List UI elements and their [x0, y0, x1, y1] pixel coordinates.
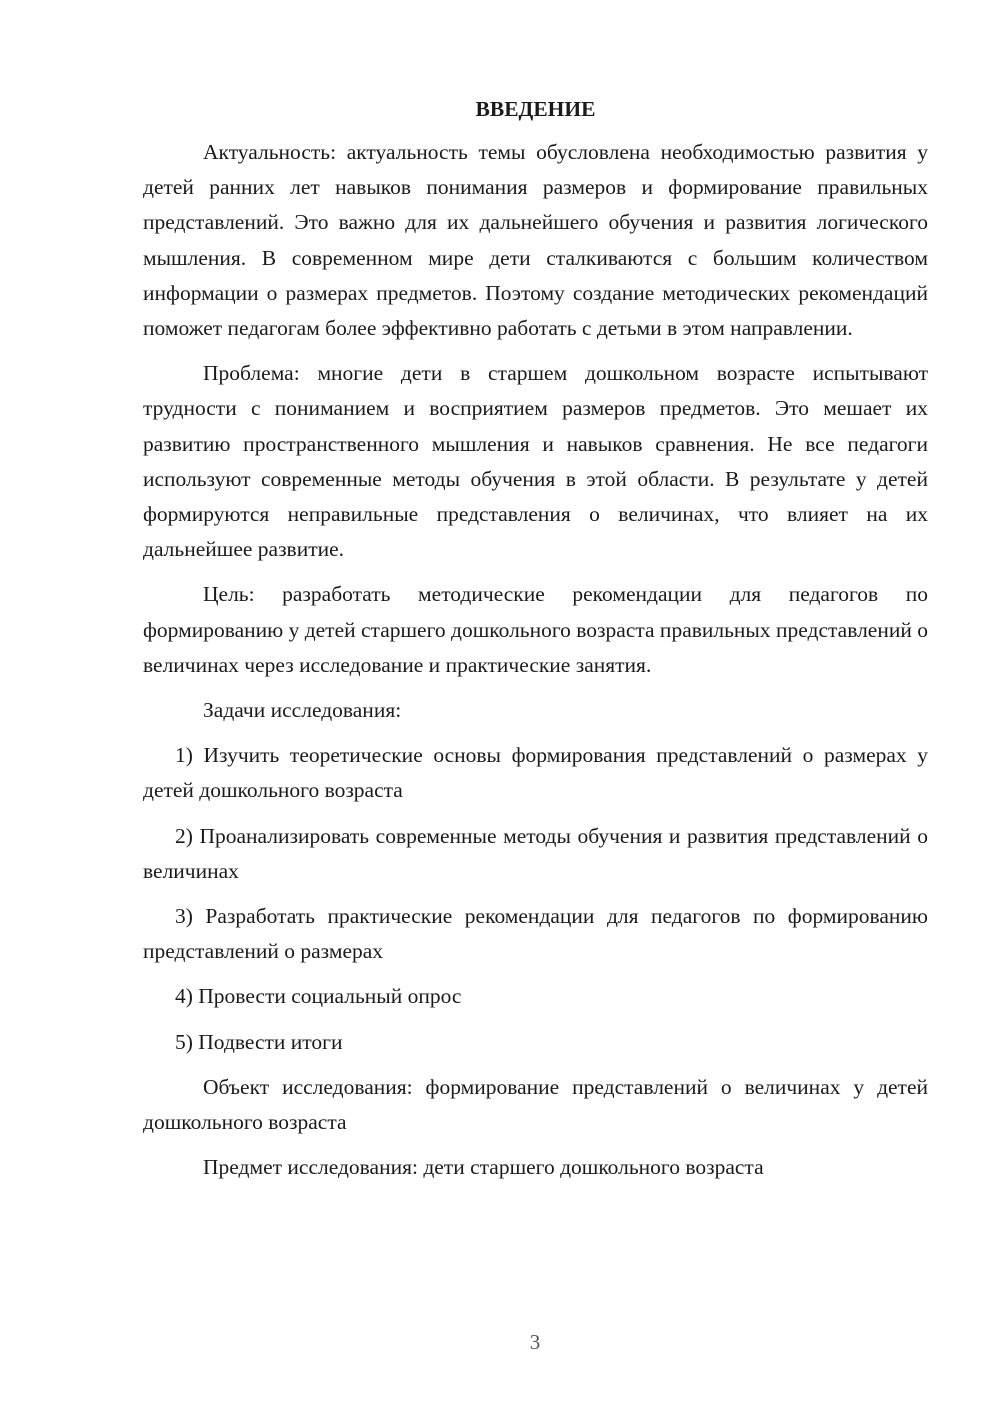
page-number: 3 — [529, 1330, 541, 1354]
task-item-1: 1) Изучить теоретические основы формирования представлений о размерах у детей дошкольного возраста — [143, 743, 928, 803]
paragraph-goal: Цель: разработать методические рекомендации для педагогов по формированию у детей старшего дошкольного возраста правильных представлений о величинах через исследование и практические занятия. — [143, 582, 928, 677]
tasks-heading: Задачи исследования: — [203, 698, 402, 723]
section-title: ВВЕДЕНИЕ — [475, 97, 596, 121]
task-item-4: 4) Провести социальный опрос — [175, 984, 462, 1009]
paragraph-subject: Предмет исследования: дети старшего дошкольного возраста — [203, 1155, 764, 1180]
paragraph-problem: Проблема: многие дети в старшем дошкольном возрасте испытывают трудности с пониманием и восприятием размеров предметов. Это мешает их развитию пространственного мышления и навыков сравнения. Не все педагоги используют современные методы обучения в этой области. В результате у детей формируются неправильные представления о величинах, что влияет на их дальнейшее развитие. — [143, 361, 928, 562]
task-item-3: 3) Разработать практические рекомендации для педагогов по формированию представлений о размерах — [143, 904, 928, 964]
paragraph-relevance: Актуальность: актуальность темы обусловлена необходимостью развития у детей ранних лет навыков понимания размеров и формирование правильных представлений. Это важно для их дальнейшего обучения и развития логического мышления. В современном мире дети сталкиваются с большим количеством информации о размерах предметов. Поэтому создание методических рекомендаций поможет педагогам более эффективно работать с детьми в этом направлении. — [143, 140, 928, 341]
task-item-5: 5) Подвести итоги — [175, 1029, 343, 1054]
paragraph-object: Объект исследования: формирование представлений о величинах у детей дошкольного возраста — [143, 1074, 928, 1135]
task-item-2: 2) Проанализировать современные методы обучения и развития представлений о величинах — [143, 823, 928, 883]
document-page — [143, 92, 928, 1195]
